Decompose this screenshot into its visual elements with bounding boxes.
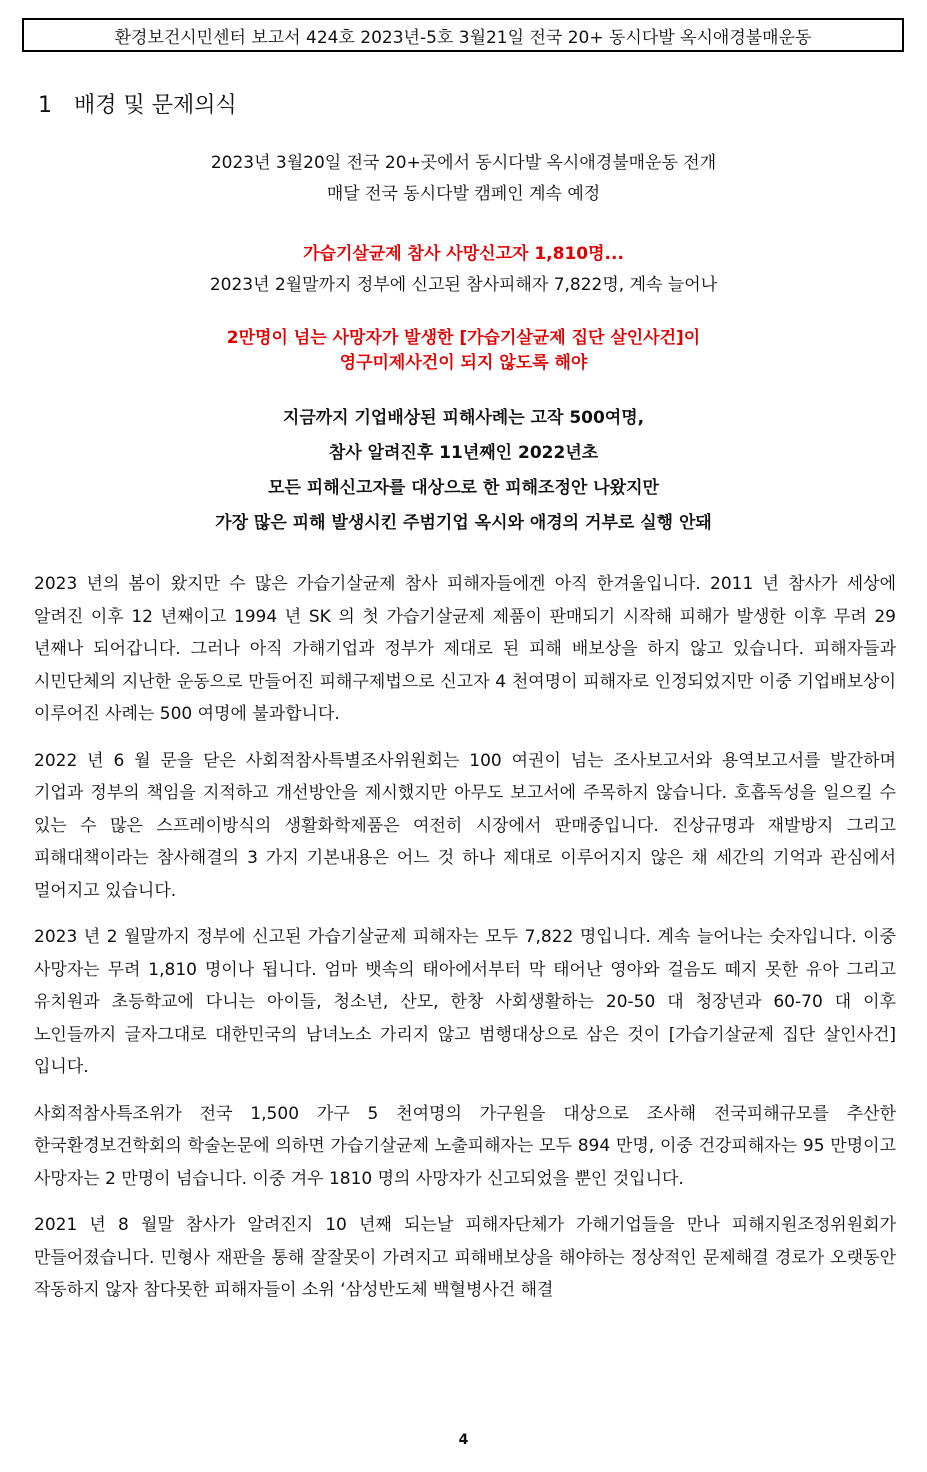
section-heading	[38, 88, 237, 119]
page-number: 4	[458, 1432, 469, 1448]
headline-warning	[40, 326, 887, 376]
headline-warning-line: 영구미제사건이 되지 않도록 해야	[339, 353, 588, 373]
fact-line: 참사 알려진후 11년째인 2022년초	[328, 443, 599, 463]
body-text	[34, 568, 896, 1321]
body-paragraph: 2023 년 2 월말까지 정부에 신고된 가습기살균제 피해자는 모두 7,822 명입니다. 계속 늘어나는 숫자입니다. 이중 사망자는 무려 1,810 명이나 됩니다. 엄마 뱃속의 태아에서부터 막 태어난 영아와 걸음도 떼지 못한 유아 그리고 유치원과 초등학교에 다니는 아이들, 청소년, 산모, 한창 사회생활하는 20-50 대 청장년과 60-70 대 이후 노인들까지 글자그대로 대한민국의 남녀노소 가리지 않고 범행대상으로 삼은 것이 [가습기살균제 집단 살인사건]입니다.	[34, 927, 896, 1077]
section-title: 배경 및 문제의식	[74, 93, 237, 118]
headline-deaths	[40, 239, 887, 301]
headline-subline: 2023년 2월말까지 정부에 신고된 참사피해자 7,822명, 계속 늘어나	[209, 275, 718, 295]
key-facts	[40, 401, 887, 541]
headline-red: 가습기살균제 참사 사망신고자 1,810명...	[303, 244, 624, 264]
fact-line: 모든 피해신고자를 대상으로 한 피해조정안 나왔지만	[268, 478, 659, 498]
summary-line: 2023년 3월20일 전국 20+곳에서 동시다발 옥시애경불매운동 전개	[210, 153, 717, 173]
body-paragraph: 2021 년 8 월말 참사가 알려진지 10 년째 되는날 피해자단체가 가해기업들을 만나 피해지원조정위원회가 만들어졌습니다. 민형사 재판을 통해 잘잘못이 가려지고 피해배보상을 해야하는 정상적인 문제해결 경로가 오랫동안 작동하지 않자 참다못한 피해자들이 소위 ‘삼성반도체 백혈병사건 해결	[34, 1215, 896, 1300]
section-number: 1	[38, 93, 52, 118]
summary-line: 매달 전국 동시다발 캠페인 계속 예정	[326, 184, 601, 204]
body-paragraph: 사회적참사특조위가 전국 1,500 가구 5 천여명의 가구원을 대상으로 조사해 전국피해규모를 추산한 한국환경보건학회의 학술논문에 의하면 가습기살균제 노출피해자는 모두 894 만명, 이중 건강피해자는 95 만명이고 사망자는 2 만명이 넘습니다. 이중 겨우 1810 명의 사망자가 신고되었을 뿐인 것입니다.	[34, 1103, 896, 1189]
report-header	[22, 18, 904, 52]
body-paragraph: 2023 년의 봄이 왔지만 수 많은 가습기살균제 참사 피해자들에겐 아직 한겨울입니다. 2011 년 참사가 세상에 알려진 이후 12 년째이고 1994 년 SK 의 첫 가습기살균제 제품이 판매되기 시작해 피해가 발생한 이후 무려 29 년째나 되어갑니다. 그러나 아직 가해기업과 정부가 제대로 된 피해 배보상을 하지 않고 있습니다. 피해자들과 시민단체의 지난한 운동으로 만들어진 피해구제법으로 신고자 4 천여명이 피해자로 인정되었지만 이중 기업배보상이 이루어진 사례는 500 여명에 불과합니다.	[34, 574, 896, 724]
body-paragraph: 2022 년 6 월 문을 닫은 사회적참사특별조사위원회는 100 여권이 넘는 조사보고서와 용역보고서를 발간하며 기업과 정부의 책임을 지적하고 개선방안을 제시했지만 아무도 보고서에 주목하지 않습니다. 호흡독성을 일으킬 수 있는 수 많은 스프레이방식의 생활화학제품은 여전히 시장에서 판매중입니다. 진상규명과 재발방지 그리고 피해대책이라는 참사해결의 3 가지 기본내용은 어느 것 하나 제대로 이루어지지 않은 채 세간의 기억과 관심에서 멀어지고 있습니다.	[34, 750, 896, 901]
summary-block	[40, 148, 887, 210]
headline-warning-line: 2만명이 넘는 사망자가 발생한 [가습기살균제 집단 살인사건]이	[226, 328, 701, 348]
fact-line: 지금까지 기업배상된 피해사례는 고작 500여명,	[282, 408, 645, 428]
fact-line: 가장 많은 피해 발생시킨 주범기업 옥시와 애경의 거부로 실행 안돼	[215, 513, 712, 533]
report-header-title: 환경보건시민센터 보고서 424호 2023년-5호 3월21일 전국 20+ 동시다발 옥시애경불매운동	[114, 27, 812, 48]
